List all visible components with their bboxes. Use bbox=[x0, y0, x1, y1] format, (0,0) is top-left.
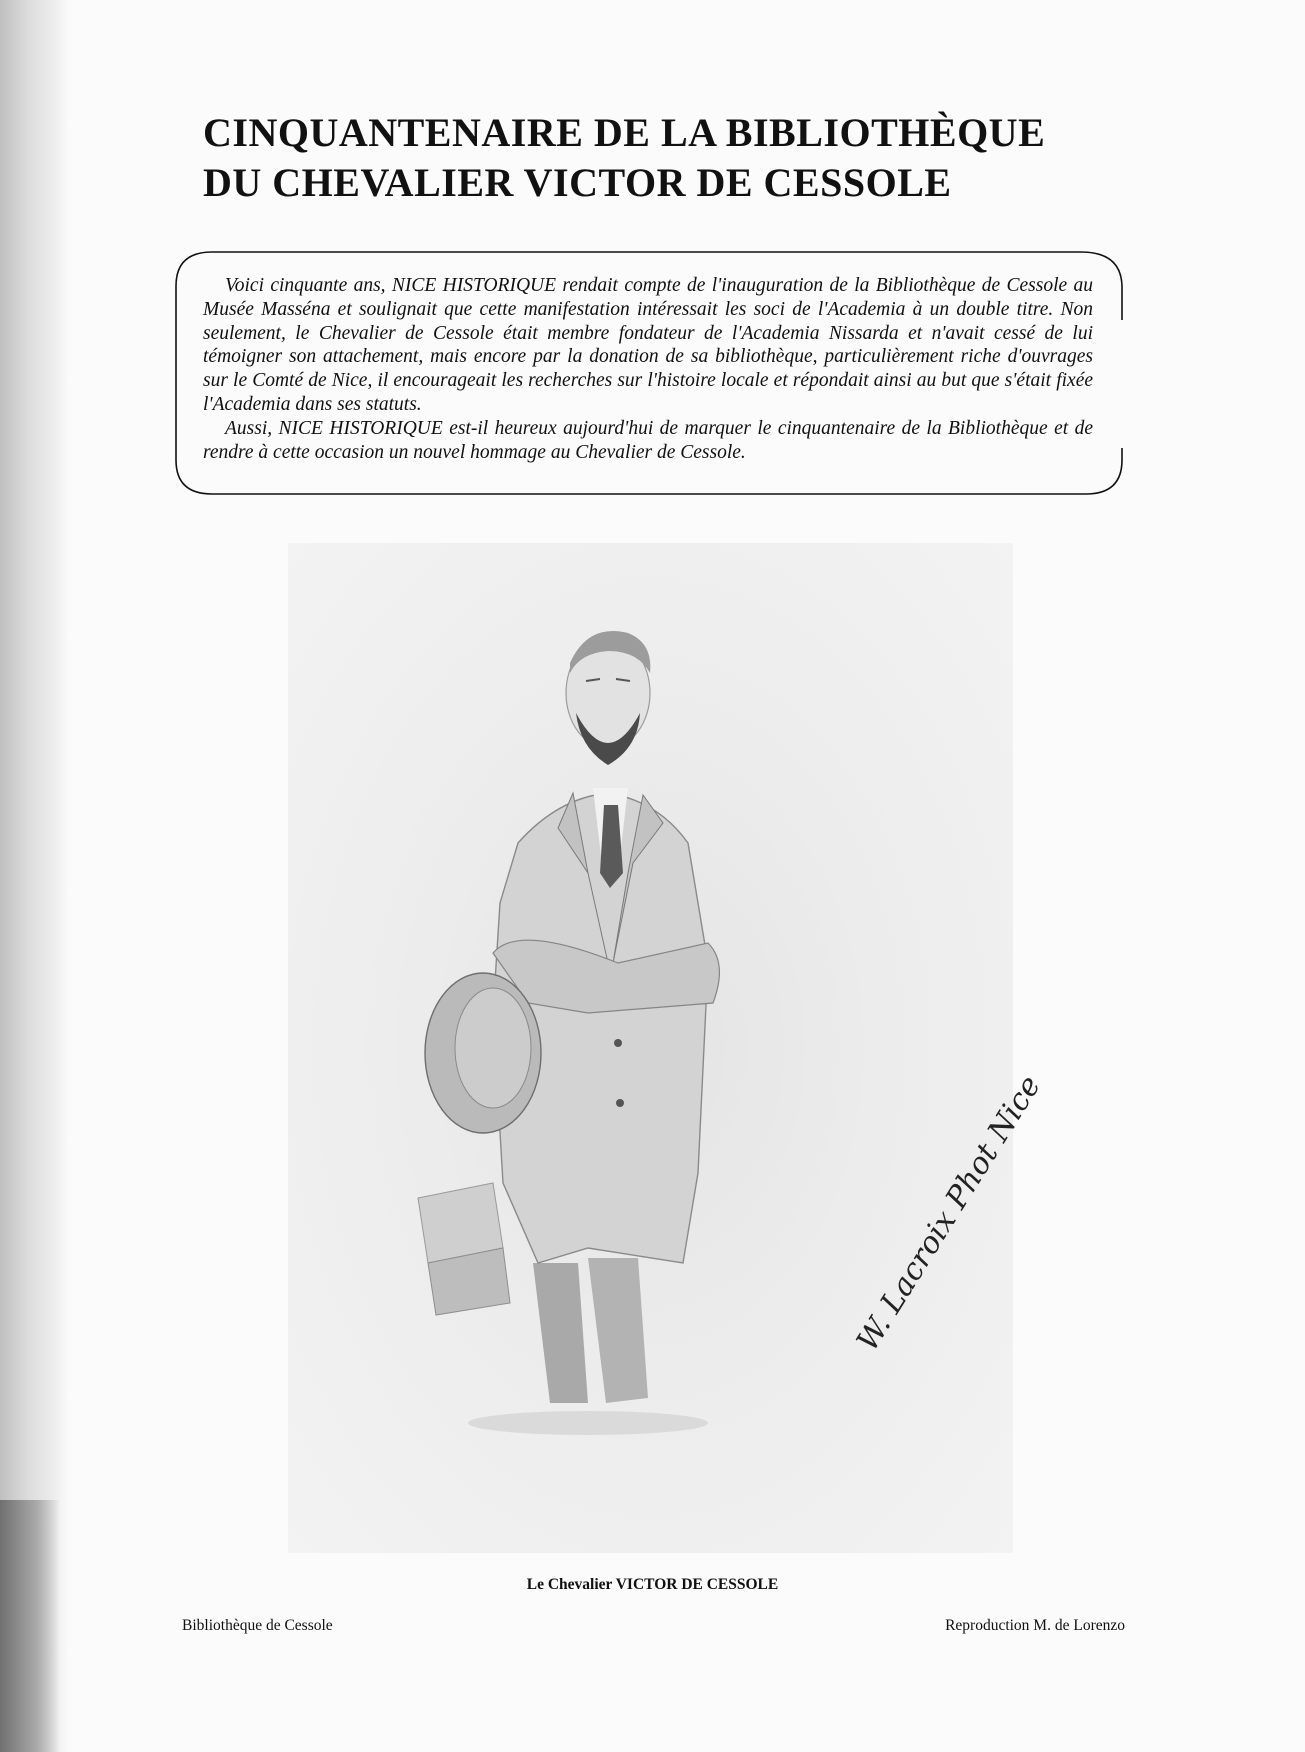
intro-paragraph-1: Voici cinquante ans, NICE HISTORIQUE rendait compte de l'inauguration de la Bibliothèque de Cessole au Musée Masséna et soulignait que cette manifestation intéressait les soci de l'Academia à un double titre. Non seulement, le Chevalier de Cessole était membre fondateur de l'Academia Nissarda et n'avait cessé de lui témoigner son attachement, mais encore par la donation de sa bibliothèque, particulièrement riche d'ouvrages sur le Comté de Nice, il encourageait les recherches sur l'histoire locale et répondait ainsi au but que s'était fixée l'Academia dans ses statuts. bbox=[203, 275, 1093, 415]
title-line-2: DU CHEVALIER VICTOR DE CESSOLE bbox=[203, 160, 952, 205]
photographer-signature: W. Lacroix Phot Nice bbox=[850, 1069, 1048, 1358]
portrait-photo bbox=[288, 543, 1048, 1553]
page-title bbox=[203, 108, 1163, 208]
footer-credit: Reproduction M. de Lorenzo bbox=[945, 1617, 1125, 1634]
footer-source: Bibliothèque de Cessole bbox=[182, 1617, 333, 1634]
intro-paragraph-2: Aussi, NICE HISTORIQUE est-il heureux aujourd'hui de marquer le cinquantenaire de la Bibliothèque et de rendre à cette occasion un nouvel hommage au Chevalier de Cessole. bbox=[203, 417, 1093, 463]
title-line-1: CINQUANTENAIRE DE LA BIBLIOTHÈQUE bbox=[203, 110, 1046, 155]
book-spine-shadow bbox=[0, 0, 70, 1752]
intro-text bbox=[203, 274, 1093, 464]
portrait-illustration bbox=[288, 543, 1048, 1553]
book-spine-dark-edge bbox=[0, 1500, 60, 1752]
photo-caption: Le Chevalier VICTOR DE CESSOLE bbox=[526, 1576, 779, 1593]
